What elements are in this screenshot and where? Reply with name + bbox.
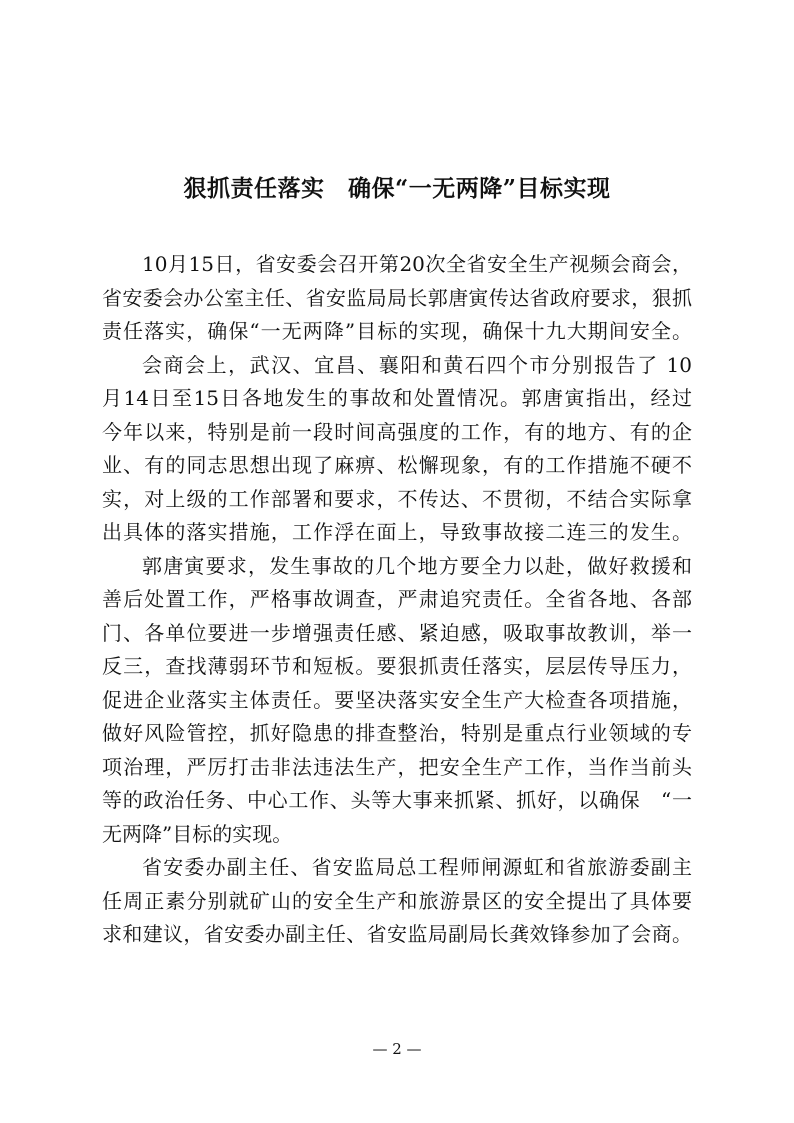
text-line: 促进企业落实主体责任。要坚决落实安全生产大检查各项措施， [102,687,692,712]
text-line: 做好风险管控，抓好隐患的排查整治，特别是重点行业领域的专 [102,721,692,745]
text-line: 任周正素分别就矿山的安全生产和旅游景区的安全提出了具体要 [102,888,692,913]
text-line: 省安委会办公室主任、省安监局局长郭唐寅传达省政府要求，狠抓 [102,285,692,310]
text-line: 反三，查找薄弱环节和短板。要狠抓责任落实，层层传导压力， [102,654,692,678]
text-line: 门、各单位要进一步增强责任感、紧迫感，吸取事故教训，举一 [102,620,692,645]
paragraph-1 [102,248,692,349]
text-line: 实，对上级的工作部署和要求，不传达、不贯彻，不结合实际拿 [102,486,692,511]
text-line: 月14日至15日各地发生的事故和处置情况。郭唐寅指出，经过 [102,386,692,410]
text-line: 等的政治任务、中心工作、头等大事来抓紧、抓好，以确保 “一 [102,788,692,812]
text-line: 郭唐寅要求，发生事故的几个地方要全力以赴，做好救援和 [142,553,692,578]
text-line: 善后处置工作，严格事故调查，严肃追究责任。全省各地、各部 [102,587,692,611]
paragraph-2 [102,349,692,550]
text-line: 求和建议，省安委办副主任、省安监局副局长龚效锋参加了会商。 [102,922,692,946]
document-body [102,248,692,952]
text-line: 无两降”目标的实现。 [102,821,293,846]
text-line: 出具体的落实措施，工作浮在面上，导致事故接二连三的发生。 [102,520,692,544]
text-line: 10月15日，省安委会召开第20次全省安全生产视频会商会， [142,252,692,276]
text-line: 省安委办副主任、省安监局总工程师闸源虹和省旅游委副主 [142,855,692,879]
paragraph-3 [102,550,692,852]
text-line: 项治理，严厉打击非法违法生产，把安全生产工作，当作当前头 [102,754,692,779]
text-line: 业、有的同志思想出现了麻痹、松懈现象，有的工作措施不硬不 [102,453,692,477]
text-line: 会商会上，武汉、宜昌、襄阳和黄石四个市分别报告了 10 [142,352,692,377]
page-number: — 2 — [372,1040,422,1058]
text-line: 责任落实，确保“一无两降”目标的实现，确保十九大期间安全。 [102,319,692,343]
text-line: 今年以来，特别是前一段时间高强度的工作，有的地方、有的企 [102,419,692,444]
document-title: 狠抓责任落实 确保“一无两降”目标实现 [183,175,611,202]
paragraph-4 [102,851,692,952]
